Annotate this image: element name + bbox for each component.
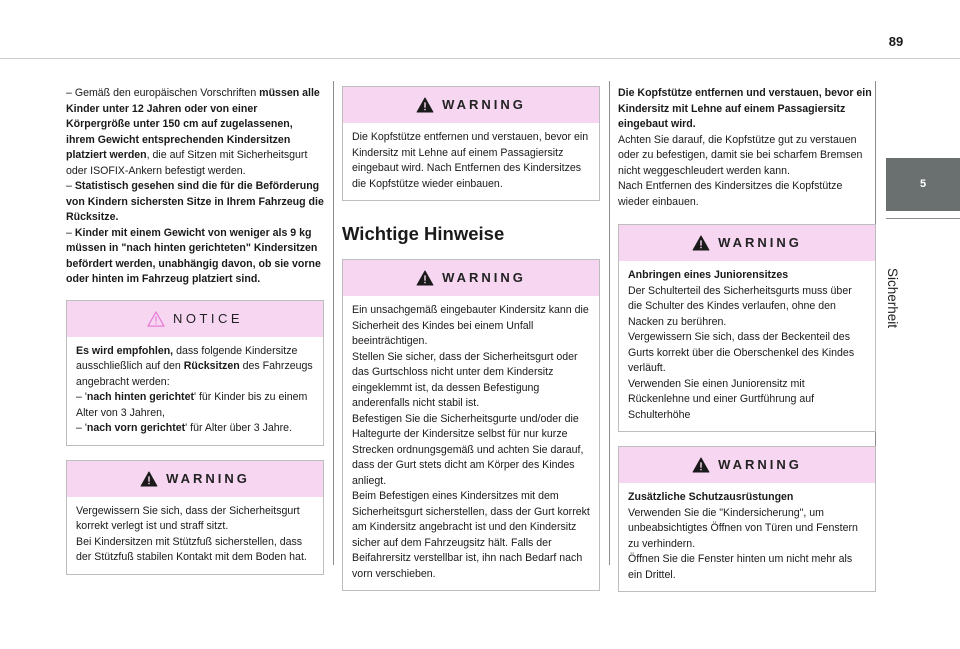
warning-title: WARNING (718, 235, 802, 251)
warning-body (619, 261, 875, 431)
warning-triangle-icon (692, 235, 710, 251)
warning-triangle-icon (692, 457, 710, 473)
intro-text (618, 86, 876, 210)
notice-list-item: – 'nach vorn gerichtet' für Alter über 3 Jahre. (76, 422, 293, 434)
notice-triangle-icon (147, 311, 165, 327)
warning-triangle-icon (416, 270, 434, 286)
column-3 (618, 86, 876, 606)
notice-box (66, 300, 324, 446)
column-2 (342, 86, 600, 605)
intro-bold: Die Kopfstütze entfernen und verstauen, bevor ein Kindersitz mit Lehne auf einem Passagiersitz eingebaut wird. (618, 87, 872, 130)
page-number: 89 (888, 34, 904, 49)
column-1 (66, 86, 324, 589)
column-divider (333, 81, 334, 565)
intro-text (66, 86, 324, 288)
warning-title: WARNING (166, 470, 250, 486)
warning-box (618, 446, 876, 592)
warning-text: Vergewissern Sie sich, dass der Sicherheitsgurt korrekt verlegt ist und straff sitzt. Bei Kindersitzen mit Stützfuß sicherstellen, dass der Stützfuß stabilen Kontakt mit dem Boden hat. (76, 504, 307, 563)
warning-header (619, 225, 875, 261)
chapter-tab[interactable]: 5 (886, 158, 960, 211)
warning-title: WARNING (442, 270, 526, 286)
notice-list-item: – 'nach hinten gerichtet' für Kinder bis zu einem Alter von 3 Jahren, (76, 391, 308, 419)
notice-body (67, 337, 323, 445)
warning-box (342, 86, 600, 201)
header-rule (0, 58, 960, 59)
chapter-title: Sicherheit (885, 268, 900, 329)
warning-header (619, 447, 875, 483)
warning-body (343, 296, 599, 590)
warning-body (343, 123, 599, 200)
warning-subtitle: Zusätzliche Schutzausrüstungen (628, 491, 794, 503)
notice-header (67, 301, 323, 337)
warning-body (67, 497, 323, 574)
warning-box (618, 224, 876, 432)
warning-header (343, 87, 599, 123)
warning-title: WARNING (442, 97, 526, 113)
warning-triangle-icon (140, 471, 158, 487)
warning-box (342, 259, 600, 591)
section-heading: Wichtige Hinweise (342, 223, 505, 244)
warning-box (66, 460, 324, 575)
warning-header (343, 260, 599, 296)
warning-body (619, 483, 875, 591)
warning-text: Verwenden Sie die "Kindersicherung", um unbeabsichtigtes Öffnen von Türen und Fenstern zu verhindern. Öffnen Sie die Fenster hinten um nicht mehr als ein Drittel. (628, 506, 858, 581)
intro-paragraph: Achten Sie darauf, die Kopfstütze gut zu verstauen oder zu befestigen, damit sie bei scharfem Bremsen nicht weggeschleudert werden kann. Nach Entfernen des Kindersitzes die Kopfstütze wieder einbauen. (618, 133, 863, 208)
warning-text: Ein unsachgemäß eingebauter Kindersitz kann die Sicherheit des Kindes bei einem Unfall beeinträchtigen. Stellen Sie sicher, dass der Sicherheitsgurt oder das Gurtschloss nicht unter dem Kindersitz eingeklemmt ist, da dessen Befestigung anderenfalls nicht stabil ist. Befestigen Sie die Sicherheitsgurte und/oder die Haltegurte der Kindersitze selbst für nur kurze Strecken ordnungsgemäß und achten Sie darauf, dass der Gurt stets dicht am Körper des Kindes anliegt. Beim Befestigen eines Kindersitzes mit dem Sicherheitsgurt sicherstellen, dass der Gurt korrekt am Kindersitz angebracht ist und den Kindersitz sicher auf dem Fahrzeugsitz hält. Falls der Beifahrersitz verstellbar ist, ihn nach Bedarf nach vorn verschieben. (352, 304, 590, 580)
column-divider (609, 81, 610, 565)
intro-paragraph: – Gemäß den europäischen Vorschriften müssen alle Kinder unter 12 Jahren oder von einer Körpergröße unter 150 cm auf zugelassenen, ihrem Gewicht entsprechenden Kindersitzen platziert werden, die auf Sitzen mit Sicherheitsgurt oder ISOFIX-Ankern befestigt werden. (66, 87, 320, 177)
chapter-tab-rule (886, 218, 960, 219)
warning-title: WARNING (718, 457, 802, 473)
intro-paragraph: – Kinder mit einem Gewicht von weniger als 9 kg müssen in "nach hinten gerichteten" Kindersitzen befördert werden, unabhängig davon, ob sie vorne oder hinten im Fahrzeug platziert sind. (66, 226, 321, 285)
notice-paragraph: Es wird empfohlen, dass folgende Kindersitze ausschließlich auf den Rücksitzen des Fahrzeugs angebracht werden: (76, 344, 313, 388)
intro-paragraph: – Statistisch gesehen sind die für die Beförderung von Kindern sichersten Sitze in Ihrem Fahrzeug die Rücksitze. (66, 180, 324, 223)
warning-text: Der Schulterteil des Sicherheitsgurts muss über die Schulter des Kindes verlaufen, ohne den Nacken zu berühren. Vergewissern Sie sich, dass der Beckenteil des Gurts korrekt über die Oberschenkel des Kindes verläuft. Verwenden Sie einen Juniorensitz mit Rückenlehne und einer Gurtführung auf Schulterhöhe (628, 284, 855, 421)
warning-triangle-icon (416, 97, 434, 113)
warning-subtitle: Anbringen eines Juniorensitzes (628, 269, 789, 281)
warning-header (67, 461, 323, 497)
notice-title: NOTICE (172, 310, 244, 326)
warning-text: Die Kopfstütze entfernen und verstauen, bevor ein Kindersitz mit Lehne auf einem Passagiersitz eingebaut wird. Nach Entfernen des Kindersitzes die Kopfstütze wieder einbauen. (352, 131, 589, 190)
